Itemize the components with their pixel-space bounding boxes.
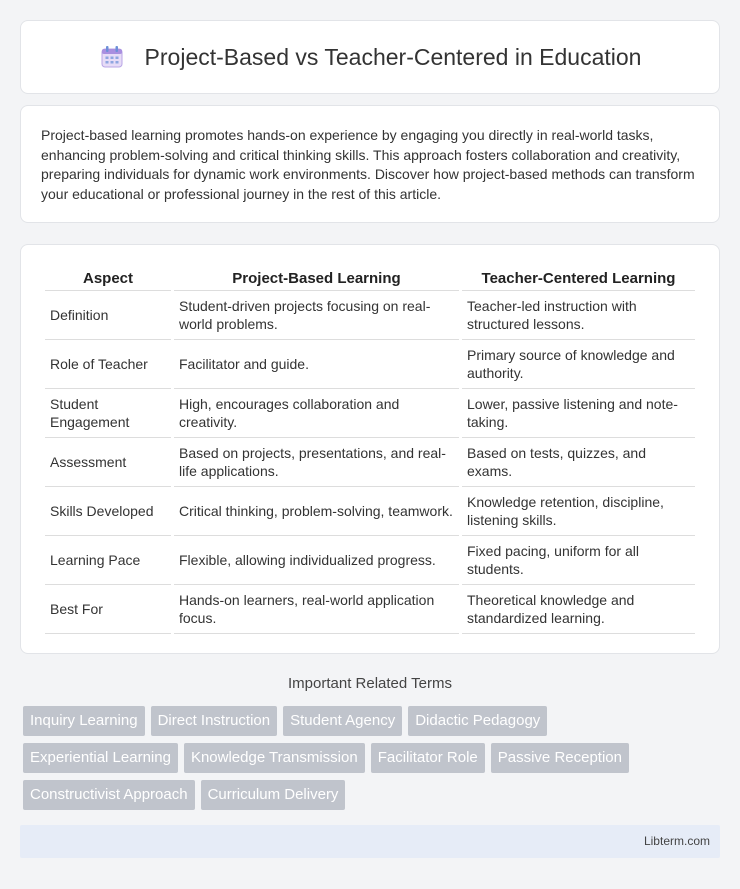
title-wrap: [99, 44, 642, 71]
aspect-cell: Skills Developed: [45, 487, 171, 536]
table-row: [45, 438, 695, 487]
table-row: [45, 585, 695, 634]
calendar-icon: [99, 44, 125, 70]
tag-didactic-pedagogy[interactable]: Didactic Pedagogy: [408, 706, 547, 736]
aspect-cell: Role of Teacher: [45, 340, 171, 389]
column-header-teacher-centered: Teacher-Centered Learning: [462, 265, 695, 291]
column-header-project-based: Project-Based Learning: [174, 265, 459, 291]
aspect-cell: Best For: [45, 585, 171, 634]
teacher-centered-cell: Teacher-led instruction with structured lessons.: [462, 291, 695, 340]
aspect-cell: Student Engagement: [45, 389, 171, 438]
tag-inquiry-learning[interactable]: Inquiry Learning: [23, 706, 145, 736]
project-based-cell: Student-driven projects focusing on real-world problems.: [174, 291, 459, 340]
related-terms-title: Important Related Terms: [288, 675, 452, 692]
aspect-cell: Definition: [45, 291, 171, 340]
table-header-row: [45, 265, 695, 291]
project-based-cell: Facilitator and guide.: [174, 340, 459, 389]
teacher-centered-cell: Based on tests, quizzes, and exams.: [462, 438, 695, 487]
teacher-centered-cell: Lower, passive listening and note-taking.: [462, 389, 695, 438]
table-row: [45, 291, 695, 340]
aspect-cell: Assessment: [45, 438, 171, 487]
tag-student-agency[interactable]: Student Agency: [283, 706, 402, 736]
aspect-cell: Learning Pace: [45, 536, 171, 585]
project-based-cell: Based on projects, presentations, and real-life applications.: [174, 438, 459, 487]
tag-constructivist-approach[interactable]: Constructivist Approach: [23, 780, 195, 810]
tag-row: [23, 780, 723, 810]
related-terms-tags: [23, 706, 723, 817]
comparison-table-card: [20, 244, 720, 654]
tag-row: [23, 743, 723, 773]
page-title: Project-Based vs Teacher-Centered in Education: [144, 43, 642, 70]
header-card: [20, 20, 720, 94]
teacher-centered-cell: Primary source of knowledge and authority.: [462, 340, 695, 389]
tag-curriculum-delivery[interactable]: Curriculum Delivery: [201, 780, 346, 810]
project-based-cell: High, encourages collaboration and creativity.: [174, 389, 459, 438]
table-row: [45, 536, 695, 585]
intro-text: Project-based learning promotes hands-on experience by engaging you directly in real-world tasks, enhancing problem-solving and critical thinking skills. This approach fosters collaboration and creativity, preparing individuals for dynamic work environments. Discover how project-based methods can transform your educational or professional journey in the rest of this article.: [41, 127, 695, 202]
project-based-cell: Critical thinking, problem-solving, teamwork.: [174, 487, 459, 536]
intro-card: [20, 105, 720, 223]
tag-row: [23, 706, 723, 736]
table-row: [45, 389, 695, 438]
tag-facilitator-role[interactable]: Facilitator Role: [371, 743, 485, 773]
table-row: [45, 487, 695, 536]
tag-knowledge-transmission[interactable]: Knowledge Transmission: [184, 743, 365, 773]
teacher-centered-cell: Fixed pacing, uniform for all students.: [462, 536, 695, 585]
footer: [20, 825, 720, 858]
comparison-table: [42, 265, 698, 634]
teacher-centered-cell: Knowledge retention, discipline, listening skills.: [462, 487, 695, 536]
table-row: [45, 340, 695, 389]
tag-passive-reception[interactable]: Passive Reception: [491, 743, 629, 773]
footer-site-link[interactable]: Libterm.com: [643, 834, 710, 848]
teacher-centered-cell: Theoretical knowledge and standardized learning.: [462, 585, 695, 634]
project-based-cell: Flexible, allowing individualized progress.: [174, 536, 459, 585]
project-based-cell: Hands-on learners, real-world application focus.: [174, 585, 459, 634]
tag-experiential-learning[interactable]: Experiential Learning: [23, 743, 178, 773]
tag-direct-instruction[interactable]: Direct Instruction: [151, 706, 278, 736]
column-header-aspect: Aspect: [45, 265, 171, 291]
